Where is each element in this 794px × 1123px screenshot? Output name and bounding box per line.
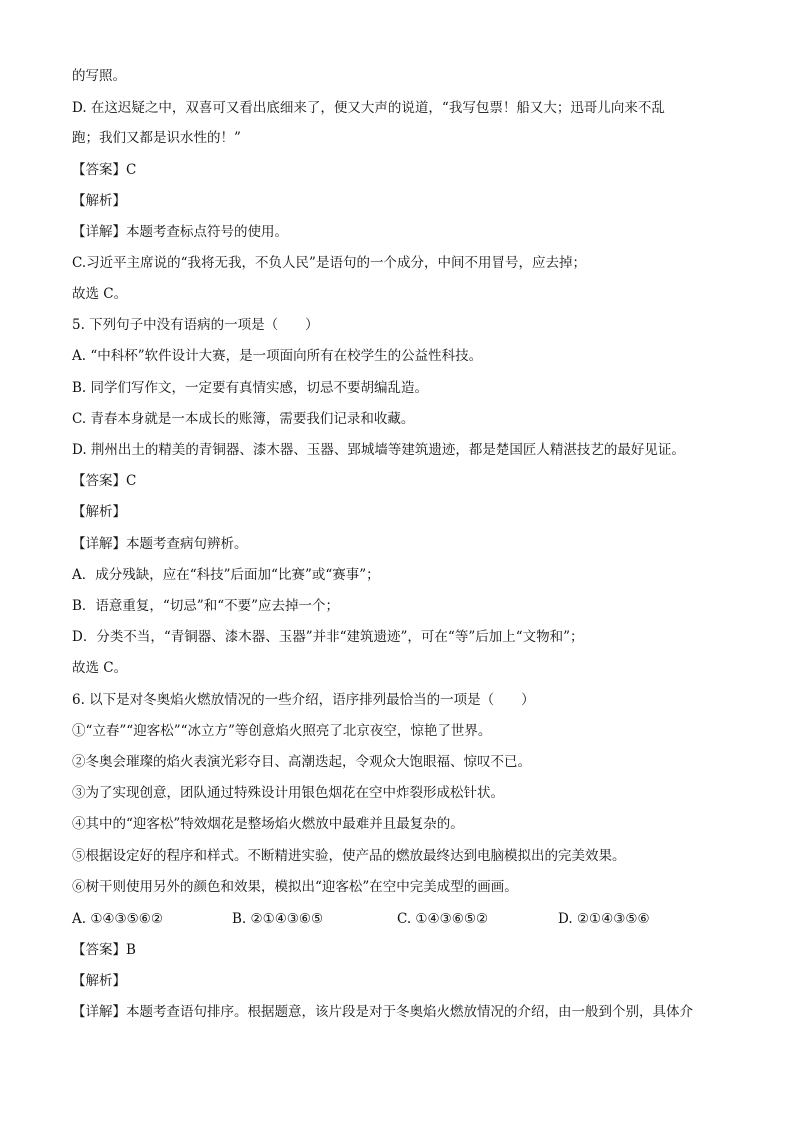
question-6-stem: 6. 以下是对冬奥焰火燃放情况的一些介绍，语序排列最恰当的一项是（ ） [72,692,535,708]
explanation-a: A．成分残缺，应在“科技”后面加“比赛”或“赛事”； [72,567,380,583]
conclusion-text: 故选 C。 [72,286,128,302]
question-6-options [72,909,722,929]
answer-label: 【答案】C [72,162,137,178]
option-a-text: A. “中科杯”软件设计大赛，是一项面向所有在校学生的公益性科技。 [72,348,483,364]
option-a: A. ①④③⑤⑥② [72,911,163,927]
option-c-text: C. 青春本身就是一本成长的账簿，需要我们记录和收藏。 [72,411,415,427]
sentence-4: ④其中的“迎客松”特效烟花是整场焰火燃放中最难并且最复杂的。 [72,816,464,832]
conclusion-text: 故选 C。 [72,660,128,676]
option-b-text: B. 同学们写作文，一定要有真情实感，切忌不要胡编乱造。 [72,380,429,396]
sentence-1: ①“立春”“迎客松”“冰立方”等创意焰火照亮了北京夜空，惊艳了世界。 [72,723,492,739]
question-5-stem: 5. 下列句子中没有语病的一项是（ ） [72,317,319,333]
sentence-5: ⑤根据设定好的程序和样式。不断精进实验，使产品的燃放最终达到电脑模拟出的完美效果。 [72,848,626,864]
option-d-text: D. 在这迟疑之中，双喜可又看出底细来了，便又大声的说道，“我写包票！船又大；迅哥儿向来不乱 [72,100,665,116]
analysis-label: 【解析】 [72,973,126,989]
option-d: D. ②①④③⑤⑥ [558,911,650,927]
explanation-d: D．分类不当，“青铜器、漆木器、玉器”并非“建筑遗迹”，可在“等”后加上“文物和”； [72,629,584,645]
text-line: 跑；我们又都是识水性的！” [72,130,241,146]
explanation-text: 【详解】本题考查标点符号的使用。 [72,224,288,240]
sentence-3: ③为了实现创意，团队通过特殊设计用银色烟花在空中炸裂形成松针状。 [72,785,504,801]
option-c: C. ①④③⑥⑤② [397,911,489,927]
sentence-6: ⑥树干则使用另外的颜色和效果，模拟出“迎客松”在空中完美成型的画画。 [72,879,518,895]
analysis-label: 【解析】 [72,504,126,520]
explanation-text: 【详解】本题考查病句辨析。 [72,536,248,552]
sentence-2: ②冬奥会璀璨的焰火表演光彩夺目、高潮迭起，令观众大饱眼福、惊叹不已。 [72,754,531,770]
option-d-text: D. 荆州出土的精美的青铜器、漆木器、玉器、郢城墙等建筑遗迹，都是楚国匠人精湛技艺的最好见证。 [72,442,685,458]
text-line: 的写照。 [72,68,126,84]
explanation-text: C.习近平主席说的“我将无我，不负人民”是语句的一个成分，中间不用冒号，应去掉； [72,255,586,271]
answer-label: 【答案】B [72,942,136,958]
explanation-b: B．语意重复，“切忌”和“不要”应去掉一个； [72,598,340,614]
analysis-label: 【解析】 [72,193,126,209]
explanation-text: 【详解】本题考查语句排序。根据题意，该片段是对于冬奥焰火燃放情况的介绍，由一般到个别，具体介 [72,1004,693,1020]
answer-label: 【答案】C [72,473,137,489]
option-b: B. ②①④③⑥⑤ [232,911,324,927]
